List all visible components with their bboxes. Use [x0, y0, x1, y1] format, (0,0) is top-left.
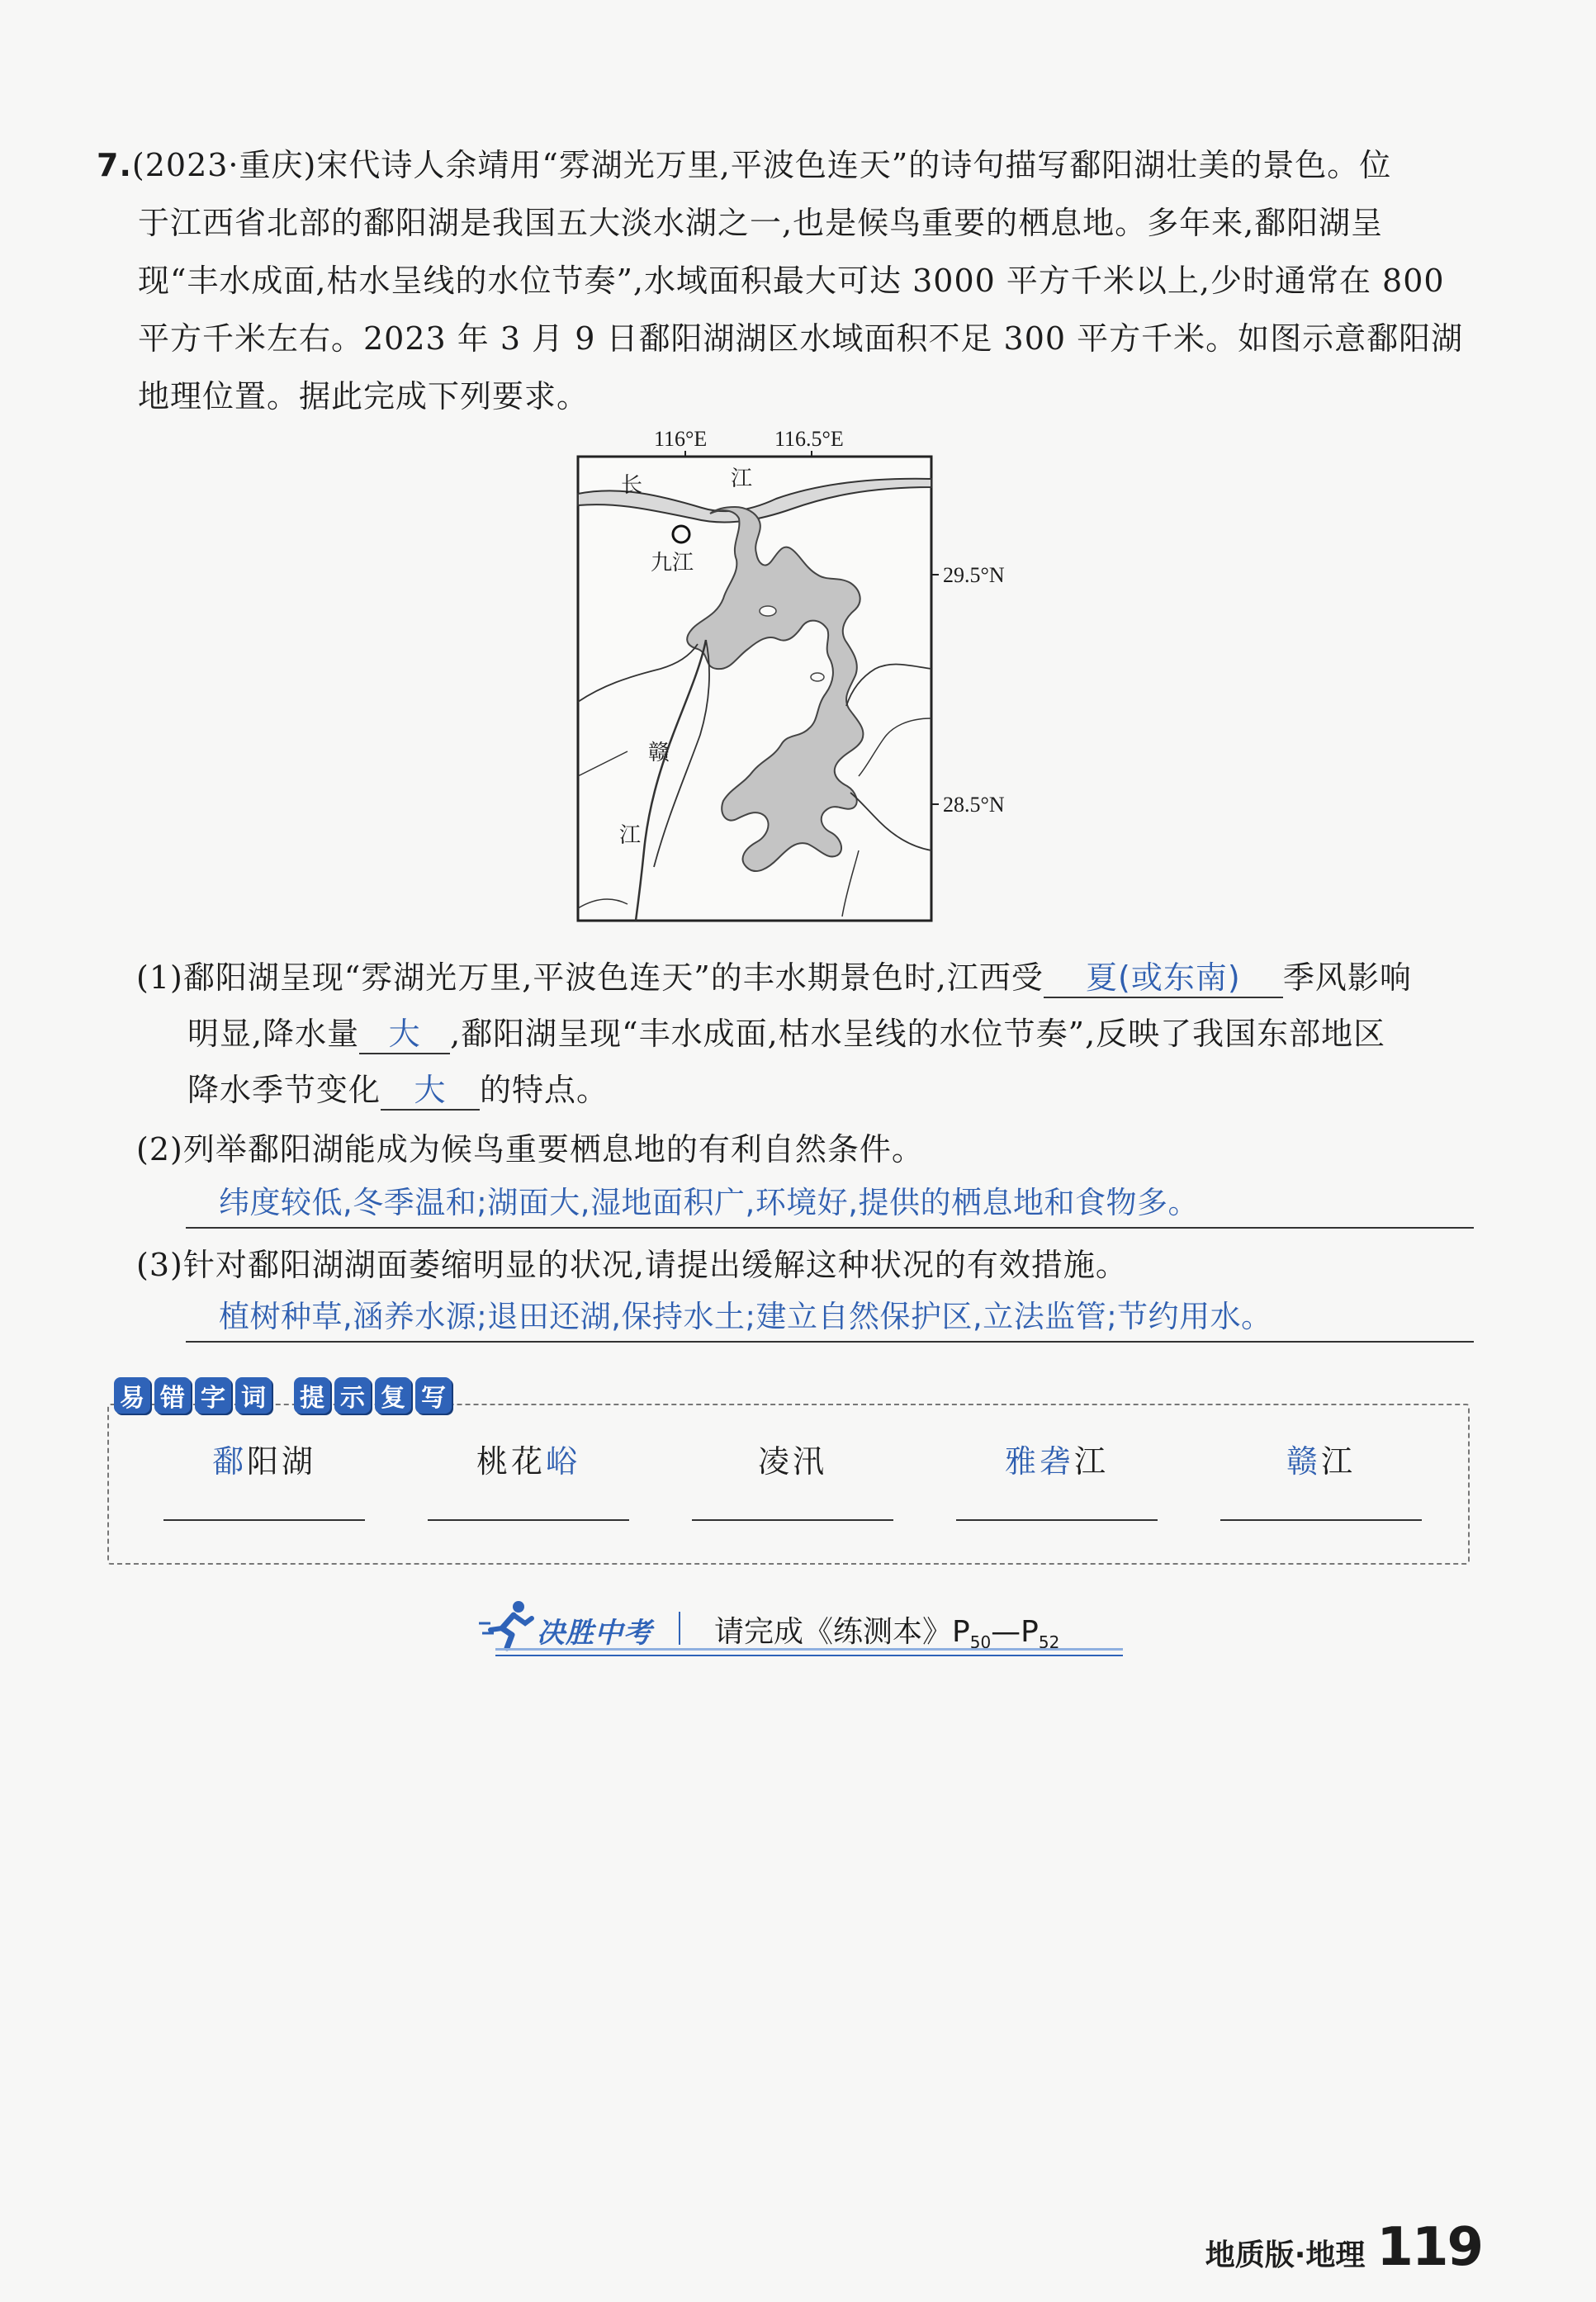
highlight-char: 赣: [1286, 1443, 1321, 1480]
easy-wrong-words-header: [114, 1377, 456, 1417]
word-text: 江: [1074, 1443, 1110, 1480]
edition-label: 地质版·地理: [1205, 2238, 1366, 2272]
ganjiang-label: 赣: [648, 741, 670, 765]
word-text: 桃花: [476, 1443, 546, 1480]
header-chip: 词: [235, 1377, 272, 1414]
runner-icon: [479, 1599, 537, 1653]
footer-underline: [495, 1648, 1123, 1651]
question-stem: [97, 136, 1478, 425]
sub3-answer: 植树种草,涵养水源;退田还湖,保持水土;建立自然保护区,立法监管;节约用水。: [186, 1293, 1474, 1343]
answer-blank-variation: 大: [381, 1071, 480, 1111]
highlight-char: 峪: [546, 1443, 581, 1480]
sub2-answer: 纬度较低,冬季温和;湖面大,湿地面积广,环境好,提供的栖息地和食物多。: [186, 1179, 1474, 1229]
answer-blank-monsoon: 夏(或东南): [1044, 959, 1283, 998]
sub-question-1: [136, 950, 1482, 1118]
island: [811, 673, 824, 681]
footer-underline: [495, 1655, 1123, 1656]
writing-line[interactable]: [163, 1519, 365, 1521]
jiujiang-city-icon: [673, 526, 689, 542]
lat-label: 28.5°N: [943, 793, 1005, 817]
page-number: 119: [1376, 2217, 1482, 2278]
lon-label: 116°E: [654, 427, 708, 451]
stem-line: 地理位置。据此完成下列要求。: [138, 378, 590, 414]
brand-logo-text: 决胜中考: [537, 1617, 652, 1650]
highlight-char: 鄱: [211, 1443, 247, 1480]
highlight-char: 雅砻: [1004, 1443, 1074, 1480]
stem-line: (2023·重庆)宋代诗人余靖用“雰湖光万里,平波色连天”的诗句描写鄱阳湖壮美的景色。位: [131, 147, 1392, 183]
practice-reference-bar: [462, 1594, 1123, 1660]
lon-label: 116.5°E: [774, 427, 844, 451]
changjiang-label: 长: [621, 473, 643, 498]
sub1-text: (1)鄱阳湖呈现“雰湖光万里,平波色连天”的丰水期景色时,江西受: [136, 959, 1044, 996]
poyang-lake-map: [561, 421, 1057, 933]
sub-question-2: (2)列举鄱阳湖能成为候鸟重要栖息地的有利自然条件。: [136, 1131, 924, 1168]
word-text: 阳湖: [247, 1443, 317, 1480]
question-number: 7.: [97, 147, 132, 183]
header-chip: 复: [375, 1377, 411, 1414]
stem-line: 现“丰水成面,枯水呈线的水位节奏”,水域面积最大可达 3000 平方千米以上,少时通常在 800: [138, 263, 1445, 299]
word-item: [661, 1437, 925, 1521]
changjiang-label: 江: [731, 467, 753, 491]
writing-line[interactable]: [428, 1519, 629, 1521]
header-chip: 易: [114, 1377, 150, 1414]
writing-line[interactable]: [692, 1519, 893, 1521]
map-svg: [561, 421, 1057, 933]
stem-line: 于江西省北部的鄱阳湖是我国五大淡水湖之一,也是候鸟重要的栖息地。多年来,鄱阳湖呈: [138, 205, 1384, 241]
word-item: [396, 1437, 661, 1521]
header-chip: 示: [334, 1377, 371, 1414]
sub1-text: 的特点。: [480, 1072, 609, 1108]
word-text: 江: [1321, 1443, 1357, 1480]
header-chip: 写: [415, 1377, 452, 1414]
word-item: [1189, 1437, 1453, 1521]
sub1-text: 季风影响: [1282, 959, 1412, 996]
sub1-text: 降水季节变化: [187, 1072, 381, 1108]
brand-divider: [679, 1612, 680, 1645]
lat-label: 29.5°N: [943, 563, 1005, 587]
sub1-text: ,鄱阳湖呈现“丰水成面,枯水呈线的水位节奏”,反映了我国东部地区: [450, 1016, 1386, 1052]
header-chip: 提: [294, 1377, 330, 1414]
stem-line: 平方千米左右。2023 年 3 月 9 日鄱阳湖湖区水域面积不足 300 平方千米。如图示意鄱阳湖: [138, 320, 1464, 357]
header-chip: 错: [154, 1377, 191, 1414]
word-list: [132, 1437, 1453, 1521]
writing-line[interactable]: [956, 1519, 1158, 1521]
header-chip: 字: [195, 1377, 231, 1414]
page-footer: [1205, 2217, 1482, 2278]
island: [760, 606, 776, 616]
word-text: 凌汛: [757, 1443, 827, 1480]
word-item: [925, 1437, 1189, 1521]
writing-line[interactable]: [1220, 1519, 1422, 1521]
answer-blank-precipitation: 大: [359, 1015, 450, 1054]
practice-reference-text: 请完成《练测本》$P_{50}—P_{52}$: [714, 1615, 1060, 1653]
sub1-text: 明显,降水量: [187, 1016, 360, 1052]
jiujiang-label: 九江: [651, 551, 694, 576]
word-item: [132, 1437, 396, 1521]
sub-question-3: (3)针对鄱阳湖湖面萎缩明显的状况,请提出缓解这种状况的有效措施。: [136, 1247, 1128, 1283]
ganjiang-label: 江: [619, 823, 642, 848]
